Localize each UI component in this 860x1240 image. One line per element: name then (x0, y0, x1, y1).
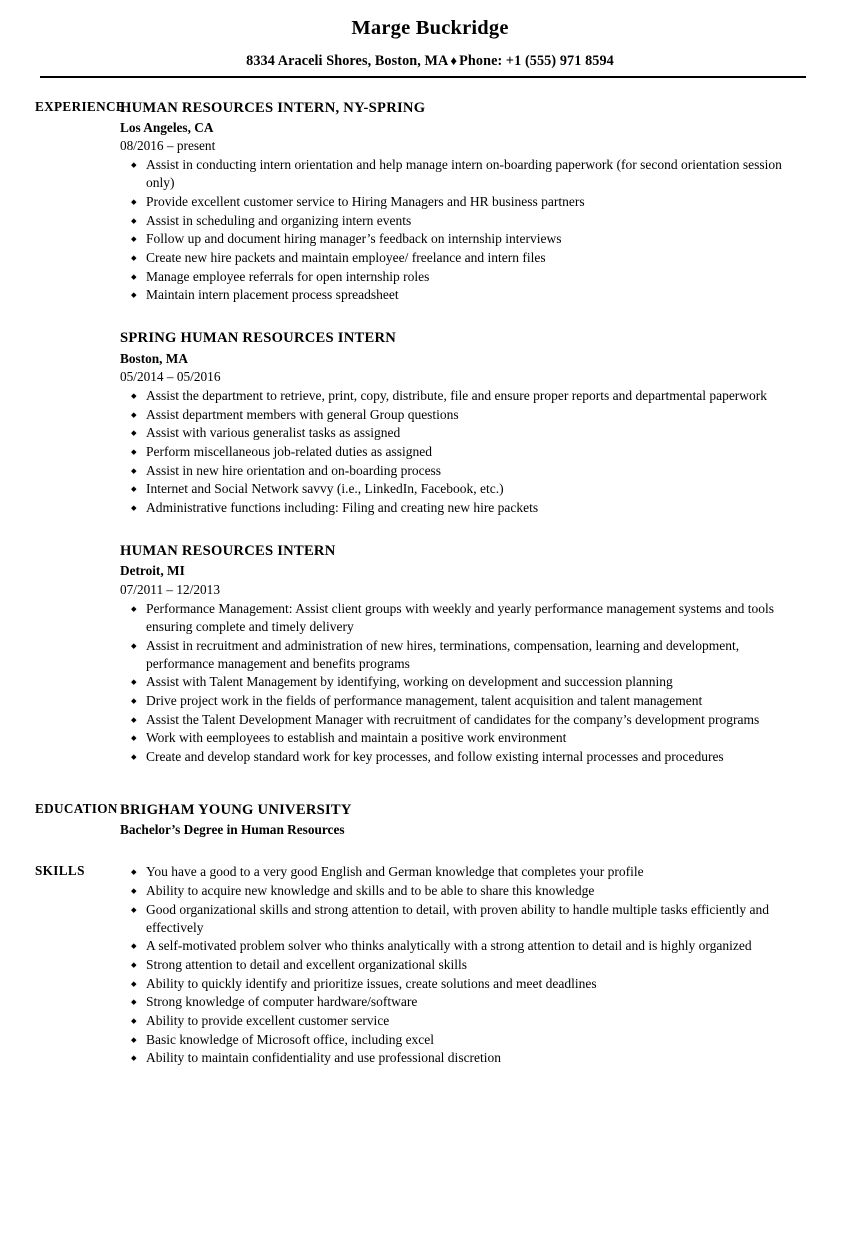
experience-body (120, 99, 860, 767)
bullet-item: ◆ Administrative functions including: Filing and creating new hire packets (120, 499, 810, 517)
skill-item: ◆ Good organizational skills and strong attention to detail, with proven ability to handle multiple tasks efficiently and effectively (120, 901, 810, 937)
bullet-item: ◆ Assist the Talent Development Manager with recruitment of candidates for the company’s development programs (120, 711, 810, 729)
bullet-item: ◆ Create and develop standard work for key processes, and follow existing internal processes and procedures (120, 748, 810, 766)
bullet-item: ◆ Manage employee referrals for open internship roles (120, 268, 810, 286)
section-label-skills: SKILLS (35, 863, 85, 879)
bullet-item: ◆ Performance Management: Assist client groups with weekly and yearly performance management systems and tools ensuring complete and timely delivery (120, 600, 810, 636)
skill-item: ◆ Ability to provide excellent customer service (120, 1012, 810, 1030)
candidate-name: Marge Buckridge (351, 17, 509, 39)
bullet-list (120, 387, 810, 517)
job-dates: 05/2014 – 05/2016 (120, 368, 221, 384)
diamond-separator-icon: ♦ (450, 52, 458, 68)
skill-item: ◆ A self-motivated problem solver who thinks analytically with a strong attention to detail and is highly organized (120, 937, 810, 955)
contact-line (0, 53, 860, 70)
header-divider (40, 76, 806, 78)
skill-item: ◆ Strong attention to detail and excellent organizational skills (120, 956, 810, 974)
job-dates: 07/2011 – 12/2013 (120, 581, 220, 597)
skill-item: ◆ Ability to maintain confidentiality and use professional discretion (120, 1049, 810, 1067)
skill-item: ◆ Ability to quickly identify and prioritize issues, create solutions and meet deadlines (120, 975, 810, 993)
education-body (120, 801, 860, 840)
education-section (0, 801, 860, 840)
bullet-item: ◆ Create new hire packets and maintain employee/ freelance and intern files (120, 249, 810, 267)
bullet-item: ◆ Work with eemployees to establish and maintain a positive work environment (120, 729, 810, 747)
bullet-item: ◆ Maintain intern placement process spreadsheet (120, 286, 810, 304)
bullet-item: ◆ Assist with various generalist tasks as assigned (120, 424, 810, 442)
contact-phone: Phone: +1 (555) 971 8594 (459, 52, 614, 69)
bullet-list (120, 156, 810, 304)
education-degree: Bachelor’s Degree in Human Resources (120, 822, 345, 838)
job-title: HUMAN RESOURCES INTERN (120, 543, 336, 560)
bullet-item: ◆ Assist in conducting intern orientation and help manage intern on-boarding paperwork (for second orientation session only) (120, 156, 810, 192)
bullet-item: ◆ Drive project work in the fields of performance management, talent acquisition and talent management (120, 692, 810, 710)
education-school: BRIGHAM YOUNG UNIVERSITY (120, 801, 352, 818)
bullet-item: ◆ Perform miscellaneous job-related duties as assigned (120, 443, 810, 461)
bullet-item: ◆ Assist the department to retrieve, print, copy, distribute, file and ensure proper reports and departmental paperwork (120, 387, 810, 405)
bullet-item: ◆ Assist in new hire orientation and on-boarding process (120, 462, 810, 480)
skills-body (120, 863, 860, 1068)
bullet-item: ◆ Assist in scheduling and organizing intern events (120, 212, 810, 230)
skills-list (120, 863, 810, 1067)
bullet-item: ◆ Provide excellent customer service to Hiring Managers and HR business partners (120, 193, 810, 211)
bullet-item: ◆ Assist department members with general Group questions (120, 406, 810, 424)
experience-section (0, 99, 860, 767)
job-dates: 08/2016 – present (120, 137, 216, 153)
job-location: Los Angeles, CA (120, 119, 214, 135)
job-entry (120, 329, 810, 517)
contact-address: 8334 Araceli Shores, Boston, MA (246, 52, 449, 69)
bullet-item: ◆ Internet and Social Network savvy (i.e., LinkedIn, Facebook, etc.) (120, 480, 810, 498)
section-label-experience: EXPERIENCE (35, 98, 125, 114)
resume-header (0, 0, 860, 78)
bullet-item: ◆ Follow up and document hiring manager’s feedback on internship interviews (120, 230, 810, 248)
job-title: HUMAN RESOURCES INTERN, NY-SPRING (120, 99, 426, 116)
section-label-education: EDUCATION (35, 800, 118, 816)
job-entry (120, 99, 810, 305)
job-entry (120, 542, 810, 766)
skill-item: ◆ You have a good to a very good English and German knowledge that completes your profile (120, 863, 810, 881)
job-location: Detroit, MI (120, 563, 185, 579)
bullet-item: ◆ Assist in recruitment and administration of new hires, terminations, compensation, learning and development, performance management and benefits programs (120, 637, 810, 673)
skill-item: ◆ Ability to acquire new knowledge and skills and to be able to share this knowledge (120, 882, 810, 900)
skills-section (0, 863, 860, 1068)
skill-item: ◆ Basic knowledge of Microsoft office, including excel (120, 1031, 810, 1049)
job-title: SPRING HUMAN RESOURCES INTERN (120, 330, 397, 347)
skill-item: ◆ Strong knowledge of computer hardware/software (120, 993, 810, 1011)
bullet-item: ◆ Assist with Talent Management by identifying, working on development and succession planning (120, 673, 810, 691)
bullet-list (120, 600, 810, 766)
job-location: Boston, MA (120, 350, 188, 366)
